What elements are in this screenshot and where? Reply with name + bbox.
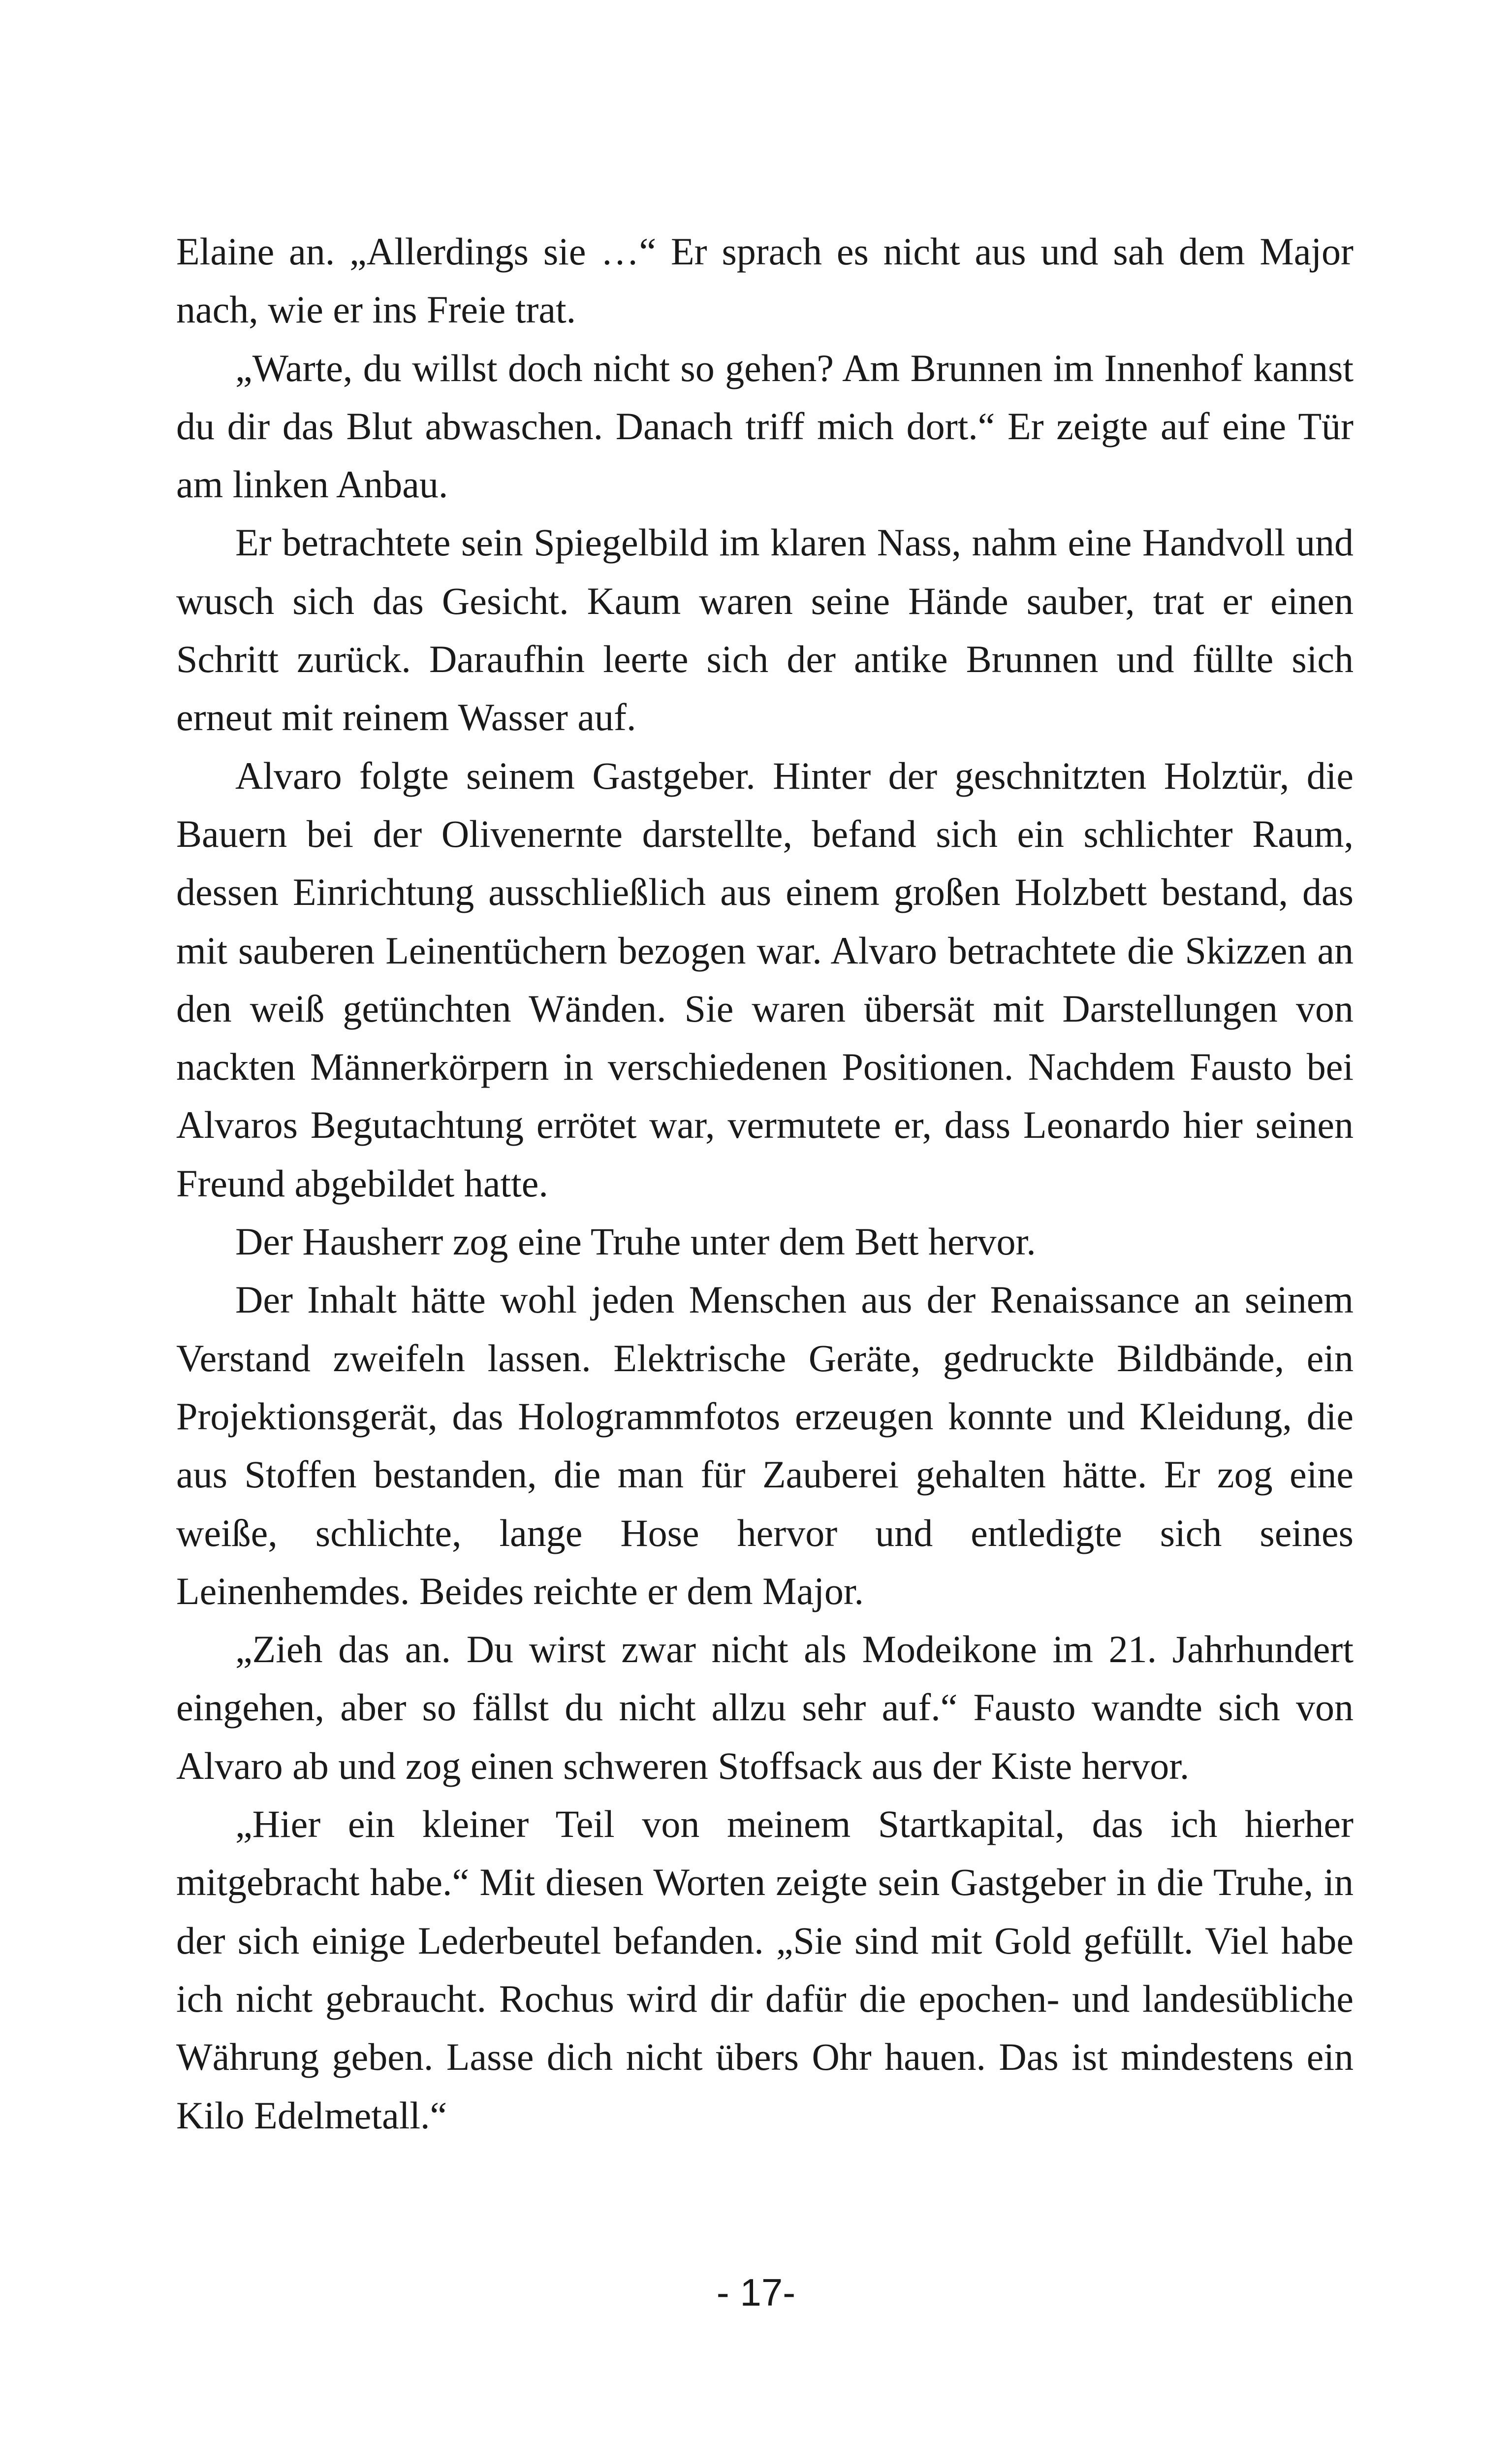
paragraph: „Zieh das an. Du wirst zwar nicht als Modeikone im 21. Jahrhundert eingehen, aber so fällst du nicht allzu sehr auf.“ Fausto wandte sich von Alvaro ab und zog einen schweren Stoffsack aus der Kiste hervor. <box>176 1628 1354 1787</box>
paragraph-continuation: Elaine an. „Allerdings sie …“ Er sprach es nicht aus und sah dem Major nach, wie er ins Freie trat. <box>176 230 1354 331</box>
body-text <box>176 223 1354 2145</box>
paragraph: Der Hausherr zog eine Truhe unter dem Bett hervor. <box>235 1220 1036 1263</box>
paragraph: „Warte, du willst doch nicht so gehen? Am Brunnen im Innenhof kannst du dir das Blut abwaschen. Danach triff mich dort.“ Er zeigte auf eine Tür am linken Anbau. <box>176 346 1354 506</box>
paragraph: Der Inhalt hätte wohl jeden Menschen aus der Renaissance an seinem Verstand zweifeln lassen. Elektrische Geräte, gedruckte Bildbände, ein Projektionsgerät, das Hologrammfotos erzeugen konnte und Kleidung, die aus Stoffen bestanden, die man für Zauberei gehalten hätte. Er zog eine weiße, schlichte, lange Hose hervor und entledigte sich seines Leinenhemdes. Beides reichte er dem Major. <box>176 1278 1354 1612</box>
paragraph: „Hier ein kleiner Teil von meinem Startkapital, das ich hierher mitgebracht habe.“ Mit diesen Worten zeigte sein Gastgeber in die Truhe, in der sich einige Lederbeutel befanden. „Sie sind mit Gold gefüllt. Viel habe ich nicht gebraucht. Rochus wird dir dafür die epochen- und landesübliche Währung geben. Lasse dich nicht übers Ohr hauen. Das ist mindestens ein Kilo Edelmetall.“ <box>176 1802 1354 2137</box>
paragraph: Alvaro folgte seinem Gastgeber. Hinter der geschnitzten Holztür, die Bauern bei der Olivenernte darstellte, befand sich ein schlichter Raum, dessen Einrichtung ausschließlich aus einem großen Holzbett bestand, das mit sauberen Leinentüchern bezogen war. Alvaro betrachtete die Skizzen an den weiß getünchten Wänden. Sie waren übersät mit Darstellungen von nackten Männerkörpern in verschiedenen Positionen. Nachdem Fausto bei Alvaros Begutachtung errötet war, vermutete er, dass Leonardo hier seinen Freund abgebildet hatte. <box>176 754 1354 1205</box>
page-number: - 17- <box>716 2271 796 2314</box>
paragraph: Er betrachtete sein Spiegelbild im klaren Nass, nahm eine Handvoll und wusch sich das Gesicht. Kaum waren seine Hände sauber, trat er einen Schritt zurück. Daraufhin leerte sich der antike Brunnen und füllte sich erneut mit reinem Wasser auf. <box>176 521 1354 739</box>
